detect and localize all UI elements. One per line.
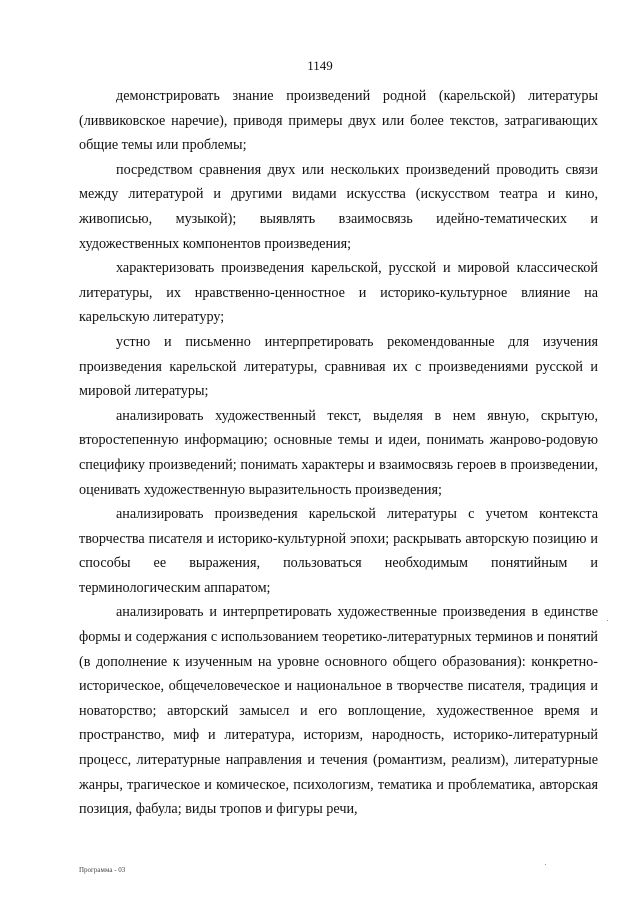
scan-speck [607,620,608,621]
paragraph-6: анализировать произведения карельской литературы с учетом контекста творчества писателя и историко-культурной эпохи; раскрывать авторскую позицию и способы ее выражения, пользоваться необходимым понятийным и терминологическим аппаратом; [79,506,598,596]
paragraph-4: устно и письменно интерпретировать рекомендованные для изучения произведения карельской литературы, сравнивая их с произведениями русской и мировой литературы; [79,333,598,400]
paragraph-5: анализировать художественный текст, выделяя в нем явную, скрытую, второстепенную информацию; основные темы и идеи, понимать жанрово-родовую специфику произведений; понимать характеры и взаимосвязь героев в произведении, оценивать художественную выразительность произведения; [79,407,598,498]
paragraph-2: посредством сравнения двух или нескольких произведений проводить связи между литературой и другими видами искусства (искусством театра и кино, живописью, музыкой); выявлять взаимосвязь идейно-тематических и художественных компонентов произведения; [79,161,598,252]
paragraph-3: характеризовать произведения карельской, русской и мировой классической литературы, их нравственно-ценностное и историко-культурное влияние на карельскую литературу; [79,260,598,326]
scan-speck [545,864,546,865]
page-number: 1149 [307,58,333,73]
document-body [79,84,598,822]
paragraph-1: демонстрировать знание произведений родной (карельской) литературы (ливвиковское наречие), приводя примеры двух или более текстов, затрагивающих общие темы или проблемы; [79,88,598,154]
page-footer: Программа - 03 [79,866,126,874]
paragraph-7: анализировать и интерпретировать художественные произведения в единстве формы и содержания с использованием теоретико-литературных терминов и понятий (в дополнение к изученным на уровне основного общего образования): конкретно-историческое, общечеловеческое и национальное в творчестве писателя, традиция и новаторство; авторский замысел и его воплощение, художественное время и пространство, миф и литература, историзм, народность, историко-литературный процесс, литературные направления и течения (романтизм, реализм), литературные жанры, трагическое и комическое, психологизм, тематика и проблематика, авторская позиция, фабула; виды тропов и фигуры речи, [79,604,598,818]
